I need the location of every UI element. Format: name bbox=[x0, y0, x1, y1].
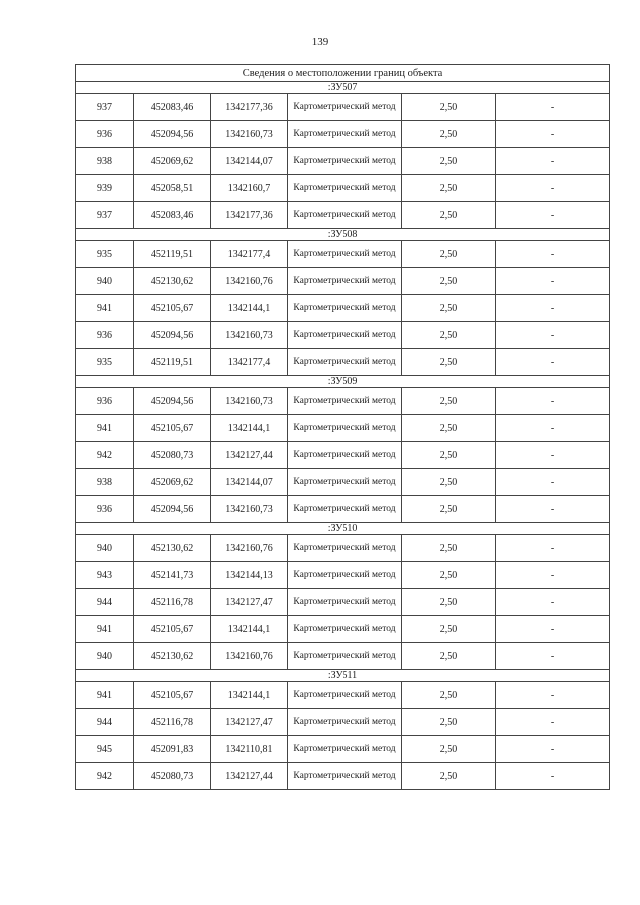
y-coordinate-cell: 1342177,36 bbox=[211, 94, 288, 121]
table-row bbox=[76, 415, 610, 442]
table-row bbox=[76, 175, 610, 202]
table-row bbox=[76, 763, 610, 790]
point-number-cell: 941 bbox=[76, 295, 134, 322]
point-number-cell: 937 bbox=[76, 202, 134, 229]
section-label: :ЗУ509 bbox=[76, 376, 610, 388]
y-coordinate-cell: 1342110,81 bbox=[211, 736, 288, 763]
point-number-cell: 938 bbox=[76, 148, 134, 175]
y-coordinate-cell: 1342160,76 bbox=[211, 268, 288, 295]
accuracy-cell: 2,50 bbox=[402, 469, 496, 496]
point-number-cell: 941 bbox=[76, 682, 134, 709]
table-row bbox=[76, 388, 610, 415]
method-cell: Картометрический метод bbox=[288, 94, 402, 121]
point-number-cell: 936 bbox=[76, 388, 134, 415]
method-cell: Картометрический метод bbox=[288, 562, 402, 589]
point-number-cell: 945 bbox=[76, 736, 134, 763]
method-cell: Картометрический метод bbox=[288, 616, 402, 643]
description-cell: - bbox=[496, 709, 610, 736]
description-cell: - bbox=[496, 322, 610, 349]
accuracy-cell: 2,50 bbox=[402, 295, 496, 322]
y-coordinate-cell: 1342160,7 bbox=[211, 175, 288, 202]
point-number-cell: 935 bbox=[76, 241, 134, 268]
description-cell: - bbox=[496, 94, 610, 121]
x-coordinate-cell: 452119,51 bbox=[134, 241, 211, 268]
x-coordinate-cell: 452094,56 bbox=[134, 121, 211, 148]
section-label: :ЗУ508 bbox=[76, 229, 610, 241]
y-coordinate-cell: 1342127,47 bbox=[211, 709, 288, 736]
point-number-cell: 936 bbox=[76, 496, 134, 523]
description-cell: - bbox=[496, 148, 610, 175]
description-cell: - bbox=[496, 202, 610, 229]
method-cell: Картометрический метод bbox=[288, 175, 402, 202]
x-coordinate-cell: 452058,51 bbox=[134, 175, 211, 202]
table-row bbox=[76, 469, 610, 496]
y-coordinate-cell: 1342177,36 bbox=[211, 202, 288, 229]
x-coordinate-cell: 452083,46 bbox=[134, 202, 211, 229]
accuracy-cell: 2,50 bbox=[402, 415, 496, 442]
method-cell: Картометрический метод bbox=[288, 121, 402, 148]
section-label: :ЗУ510 bbox=[76, 523, 610, 535]
table-row bbox=[76, 736, 610, 763]
y-coordinate-cell: 1342144,1 bbox=[211, 682, 288, 709]
section-label: :ЗУ507 bbox=[76, 82, 610, 94]
section-header-row bbox=[76, 82, 610, 94]
method-cell: Картометрический метод bbox=[288, 322, 402, 349]
accuracy-cell: 2,50 bbox=[402, 442, 496, 469]
table-row bbox=[76, 322, 610, 349]
table-row bbox=[76, 709, 610, 736]
method-cell: Картометрический метод bbox=[288, 763, 402, 790]
description-cell: - bbox=[496, 763, 610, 790]
accuracy-cell: 2,50 bbox=[402, 388, 496, 415]
point-number-cell: 936 bbox=[76, 322, 134, 349]
x-coordinate-cell: 452069,62 bbox=[134, 148, 211, 175]
table-title-row bbox=[76, 65, 610, 82]
method-cell: Картометрический метод bbox=[288, 202, 402, 229]
description-cell: - bbox=[496, 121, 610, 148]
x-coordinate-cell: 452105,67 bbox=[134, 295, 211, 322]
x-coordinate-cell: 452116,78 bbox=[134, 709, 211, 736]
table-body bbox=[76, 65, 610, 790]
method-cell: Картометрический метод bbox=[288, 295, 402, 322]
accuracy-cell: 2,50 bbox=[402, 202, 496, 229]
description-cell: - bbox=[496, 736, 610, 763]
description-cell: - bbox=[496, 562, 610, 589]
description-cell: - bbox=[496, 496, 610, 523]
point-number-cell: 935 bbox=[76, 349, 134, 376]
point-number-cell: 938 bbox=[76, 469, 134, 496]
description-cell: - bbox=[496, 295, 610, 322]
y-coordinate-cell: 1342127,47 bbox=[211, 589, 288, 616]
description-cell: - bbox=[496, 589, 610, 616]
table-row bbox=[76, 148, 610, 175]
accuracy-cell: 2,50 bbox=[402, 736, 496, 763]
point-number-cell: 944 bbox=[76, 589, 134, 616]
x-coordinate-cell: 452130,62 bbox=[134, 643, 211, 670]
description-cell: - bbox=[496, 469, 610, 496]
description-cell: - bbox=[496, 643, 610, 670]
y-coordinate-cell: 1342144,1 bbox=[211, 415, 288, 442]
x-coordinate-cell: 452119,51 bbox=[134, 349, 211, 376]
boundary-coordinates-table bbox=[75, 64, 610, 790]
section-label: :ЗУ511 bbox=[76, 670, 610, 682]
accuracy-cell: 2,50 bbox=[402, 682, 496, 709]
y-coordinate-cell: 1342144,1 bbox=[211, 295, 288, 322]
x-coordinate-cell: 452083,46 bbox=[134, 94, 211, 121]
y-coordinate-cell: 1342177,4 bbox=[211, 241, 288, 268]
point-number-cell: 940 bbox=[76, 535, 134, 562]
y-coordinate-cell: 1342144,07 bbox=[211, 469, 288, 496]
method-cell: Картометрический метод bbox=[288, 268, 402, 295]
method-cell: Картометрический метод bbox=[288, 469, 402, 496]
x-coordinate-cell: 452141,73 bbox=[134, 562, 211, 589]
section-header-row bbox=[76, 229, 610, 241]
x-coordinate-cell: 452094,56 bbox=[134, 496, 211, 523]
point-number-cell: 943 bbox=[76, 562, 134, 589]
table-row bbox=[76, 349, 610, 376]
section-header-row bbox=[76, 523, 610, 535]
point-number-cell: 941 bbox=[76, 616, 134, 643]
accuracy-cell: 2,50 bbox=[402, 562, 496, 589]
table-row bbox=[76, 202, 610, 229]
table-row bbox=[76, 496, 610, 523]
table-row bbox=[76, 643, 610, 670]
accuracy-cell: 2,50 bbox=[402, 709, 496, 736]
method-cell: Картометрический метод bbox=[288, 148, 402, 175]
point-number-cell: 937 bbox=[76, 94, 134, 121]
accuracy-cell: 2,50 bbox=[402, 121, 496, 148]
table-row bbox=[76, 589, 610, 616]
y-coordinate-cell: 1342160,73 bbox=[211, 322, 288, 349]
description-cell: - bbox=[496, 241, 610, 268]
accuracy-cell: 2,50 bbox=[402, 175, 496, 202]
table-row bbox=[76, 295, 610, 322]
y-coordinate-cell: 1342160,76 bbox=[211, 535, 288, 562]
y-coordinate-cell: 1342144,07 bbox=[211, 148, 288, 175]
method-cell: Картометрический метод bbox=[288, 736, 402, 763]
point-number-cell: 944 bbox=[76, 709, 134, 736]
section-header-row bbox=[76, 376, 610, 388]
table-row bbox=[76, 121, 610, 148]
section-header-row bbox=[76, 670, 610, 682]
y-coordinate-cell: 1342160,73 bbox=[211, 388, 288, 415]
y-coordinate-cell: 1342144,1 bbox=[211, 616, 288, 643]
method-cell: Картометрический метод bbox=[288, 388, 402, 415]
description-cell: - bbox=[496, 415, 610, 442]
x-coordinate-cell: 452080,73 bbox=[134, 442, 211, 469]
method-cell: Картометрический метод bbox=[288, 535, 402, 562]
table-row bbox=[76, 268, 610, 295]
method-cell: Картометрический метод bbox=[288, 496, 402, 523]
method-cell: Картометрический метод bbox=[288, 643, 402, 670]
y-coordinate-cell: 1342127,44 bbox=[211, 763, 288, 790]
description-cell: - bbox=[496, 388, 610, 415]
x-coordinate-cell: 452091,83 bbox=[134, 736, 211, 763]
accuracy-cell: 2,50 bbox=[402, 589, 496, 616]
point-number-cell: 941 bbox=[76, 415, 134, 442]
table-row bbox=[76, 94, 610, 121]
table-row bbox=[76, 535, 610, 562]
method-cell: Картометрический метод bbox=[288, 589, 402, 616]
x-coordinate-cell: 452094,56 bbox=[134, 388, 211, 415]
y-coordinate-cell: 1342160,73 bbox=[211, 496, 288, 523]
table-title: Сведения о местоположении границ объекта bbox=[76, 65, 610, 82]
table-row bbox=[76, 562, 610, 589]
y-coordinate-cell: 1342127,44 bbox=[211, 442, 288, 469]
method-cell: Картометрический метод bbox=[288, 415, 402, 442]
description-cell: - bbox=[496, 175, 610, 202]
x-coordinate-cell: 452116,78 bbox=[134, 589, 211, 616]
y-coordinate-cell: 1342160,76 bbox=[211, 643, 288, 670]
table-row bbox=[76, 682, 610, 709]
x-coordinate-cell: 452069,62 bbox=[134, 469, 211, 496]
x-coordinate-cell: 452105,67 bbox=[134, 415, 211, 442]
accuracy-cell: 2,50 bbox=[402, 241, 496, 268]
description-cell: - bbox=[496, 616, 610, 643]
description-cell: - bbox=[496, 682, 610, 709]
point-number-cell: 939 bbox=[76, 175, 134, 202]
x-coordinate-cell: 452094,56 bbox=[134, 322, 211, 349]
accuracy-cell: 2,50 bbox=[402, 763, 496, 790]
y-coordinate-cell: 1342177,4 bbox=[211, 349, 288, 376]
point-number-cell: 942 bbox=[76, 763, 134, 790]
page-number: 139 bbox=[311, 36, 329, 48]
description-cell: - bbox=[496, 349, 610, 376]
point-number-cell: 942 bbox=[76, 442, 134, 469]
x-coordinate-cell: 452130,62 bbox=[134, 535, 211, 562]
x-coordinate-cell: 452080,73 bbox=[134, 763, 211, 790]
accuracy-cell: 2,50 bbox=[402, 496, 496, 523]
accuracy-cell: 2,50 bbox=[402, 148, 496, 175]
accuracy-cell: 2,50 bbox=[402, 322, 496, 349]
x-coordinate-cell: 452105,67 bbox=[134, 682, 211, 709]
table-row bbox=[76, 616, 610, 643]
table-row bbox=[76, 241, 610, 268]
method-cell: Картометрический метод bbox=[288, 442, 402, 469]
method-cell: Картометрический метод bbox=[288, 709, 402, 736]
description-cell: - bbox=[496, 442, 610, 469]
accuracy-cell: 2,50 bbox=[402, 643, 496, 670]
table-row bbox=[76, 442, 610, 469]
method-cell: Картометрический метод bbox=[288, 241, 402, 268]
description-cell: - bbox=[496, 268, 610, 295]
accuracy-cell: 2,50 bbox=[402, 268, 496, 295]
point-number-cell: 940 bbox=[76, 268, 134, 295]
accuracy-cell: 2,50 bbox=[402, 94, 496, 121]
method-cell: Картометрический метод bbox=[288, 349, 402, 376]
description-cell: - bbox=[496, 535, 610, 562]
point-number-cell: 940 bbox=[76, 643, 134, 670]
accuracy-cell: 2,50 bbox=[402, 616, 496, 643]
y-coordinate-cell: 1342144,13 bbox=[211, 562, 288, 589]
method-cell: Картометрический метод bbox=[288, 682, 402, 709]
x-coordinate-cell: 452130,62 bbox=[134, 268, 211, 295]
accuracy-cell: 2,50 bbox=[402, 535, 496, 562]
point-number-cell: 936 bbox=[76, 121, 134, 148]
accuracy-cell: 2,50 bbox=[402, 349, 496, 376]
y-coordinate-cell: 1342160,73 bbox=[211, 121, 288, 148]
x-coordinate-cell: 452105,67 bbox=[134, 616, 211, 643]
